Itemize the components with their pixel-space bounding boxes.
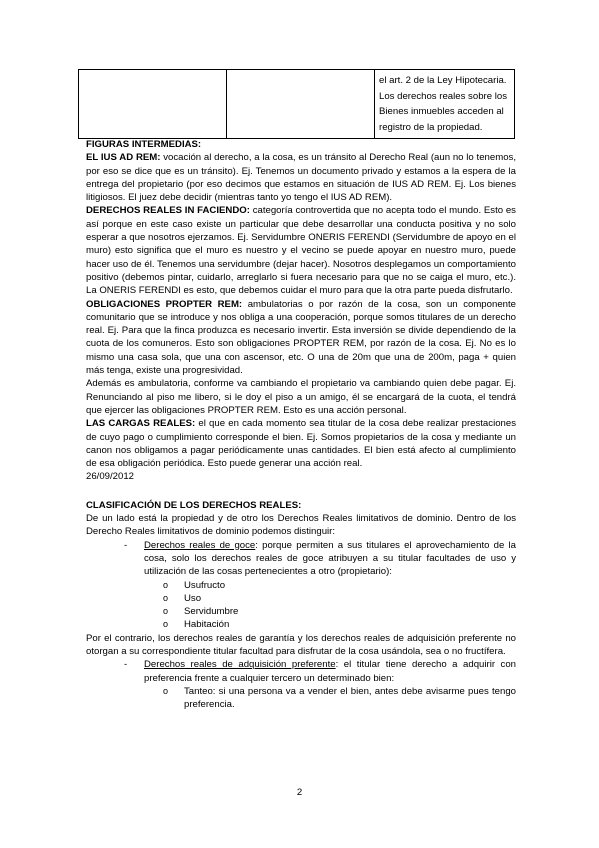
paragraph-propter-rem: OBLIGACIONES PROPTER REM: ambulatorias o por razón de la cosa, son un componente comunitario que se introduce y nos obliga a una cooperación, porque somos titulares de un derecho real. Ej. Para que la finca produzca es necesario invertir. Esta inversión se divide dependiendo de la cuota de los comuneros. Esto son obligaciones PROPTER REM, por razón de la cosa. Ej. No es lo mismo una casa sola, que una con ascensor, etc. O una de 20m que una de 200m, paga + quien más tenga, existe una progresividad. xyxy=(86,298,516,377)
list-item: o Tanteo: si una persona va a vender el bien, antes debe avisarme pues tengo preferencia. xyxy=(163,685,516,712)
paragraph-cargas-reales: LAS CARGAS REALES: el que en cada momento sea titular de la cosa debe realizar prestaciones de cuyo pago o cumplimiento corresponde el bien. Ej. Somos propietarios de la cosa y mediante un canon nos obligamos a pagar periódicamente unas cantidades. El bien está afecto al cumplimiento de esa obligación periódica. Esto puede generar una acción real. xyxy=(86,418,516,470)
paragraph-in-faciendo: DERECHOS REALES IN FACIENDO: categoría controvertida que no acepta todo el mundo. Esto es así porque en este caso existe un particular que debe desarrollar una conducta positiva y no solo esperar a que nosotros ejerzamos. Ej. Servidumbre ONERIS FERENDI (Servidumbre de apoyo en el muro) esto significa que el muro es nuestro y el vecino se puede apoyar en nuestro muro, puede hacer uso de él. Tenemos una servidumbre (dejar hacer). Nosotros desplegamos un comportamiento positivo (debemos pintar, cuidarlo, arreglarlo si fuera necesario para que no se caiga el muro, etc.). La ONERIS FERENDI es esto, que debemos cuidar el muro para que la otra parte pueda disfrutarlo. xyxy=(86,205,516,297)
term-label: OBLIGACIONES PROPTER REM: xyxy=(86,298,243,310)
cell-line: Los derechos reales sobre los xyxy=(379,90,507,102)
list-item: - Derechos reales de adquisición preferente: el titular tiene derecho a adquirir con preferencia frente a cualquier tercero un determinado bien: o Tanteo: si una persona va a vender el bien, antes debe avisarme pues tengo preferencia. xyxy=(124,658,516,711)
sub-list xyxy=(144,685,516,712)
cell-line: registro de la propiedad. xyxy=(379,121,483,133)
list-item: o Habitación xyxy=(163,618,516,631)
paragraph-contrario: Por el contrario, los derechos reales de garantía y los derechos reales de adquisición preferente no otorgan a su correspondiente titular facultad para disfrutar de la cosa usándola, sea o no fructífera. xyxy=(86,632,516,657)
term-label: Derechos reales de goce xyxy=(144,539,256,551)
list-item: o Usufructo xyxy=(163,579,516,592)
date-line: 26/09/2012 xyxy=(86,471,135,483)
term-label: Derechos reales de adquisición preferente xyxy=(144,659,336,671)
dash-list xyxy=(86,539,516,632)
table-cell xyxy=(79,70,227,139)
term-label: LAS CARGAS REALES: xyxy=(86,418,196,430)
dash-list xyxy=(86,658,516,711)
paragraph-intro: De un lado está la propiedad y de otro los Derechos Reales limitativos de dominio. Dentro de los Derecho Reales limitativos de dominio podemos distinguir: xyxy=(86,513,516,538)
term-label: DERECHOS REALES IN FACIENDO: xyxy=(86,205,250,217)
list-item: o Uso xyxy=(163,592,516,605)
section-heading: FIGURAS INTERMEDIAS: xyxy=(86,139,202,150)
term-label: EL IUS AD REM: xyxy=(86,152,161,164)
table-row xyxy=(79,70,515,139)
cell-line: Bienes inmuebles acceden al xyxy=(379,106,504,118)
section-heading: CLASIFICACIÓN DE LOS DERECHOS REALES: xyxy=(86,499,302,511)
paragraph-ambulatoria: Además es ambulatoria, conforme va cambiando el propietario va cambiando quien debe pagar. Ej. Renunciando al piso me libero, si le doy el piso a un amigo, él se encargará de la cuota, el tendrá que ejercer las obligaciones PROPTER REM. Esto es una acción personal. xyxy=(86,378,516,416)
document-body xyxy=(86,138,516,711)
paragraph-ius-ad-rem: EL IUS AD REM: vocación al derecho, a la cosa, es un tránsito al Derecho Real (aun no lo tenemos, por eso se dice que es un tránsito). Ej. Tenemos un documento privado y estamos a la espera de la entrega del propietario (por eso decimos que estamos en situación de IUS AD REM. Ej. Los bienes litigiosos. El juez debe decidir (mientras tanto yo tengo el IUS AD REM). xyxy=(86,152,517,204)
page-number: 2 xyxy=(296,787,303,798)
list-item: - Derechos reales de goce: porque permiten a sus titulares el aprovechamiento de la cosa, solo los derechos reales de goce atribuyen a su titular facultades de uso y utilización de las cosas pertenecientes a otro (propietario): o Usufructo o Uso o Servidumbre o Habitación xyxy=(124,539,516,632)
continuation-table xyxy=(78,69,515,139)
sub-list xyxy=(144,579,516,632)
table-cell xyxy=(227,70,375,139)
cell-line: el art. 2 de la Ley Hipotecaria. xyxy=(379,75,507,86)
list-item: o Servidumbre xyxy=(163,605,516,618)
table-cell xyxy=(375,70,515,139)
